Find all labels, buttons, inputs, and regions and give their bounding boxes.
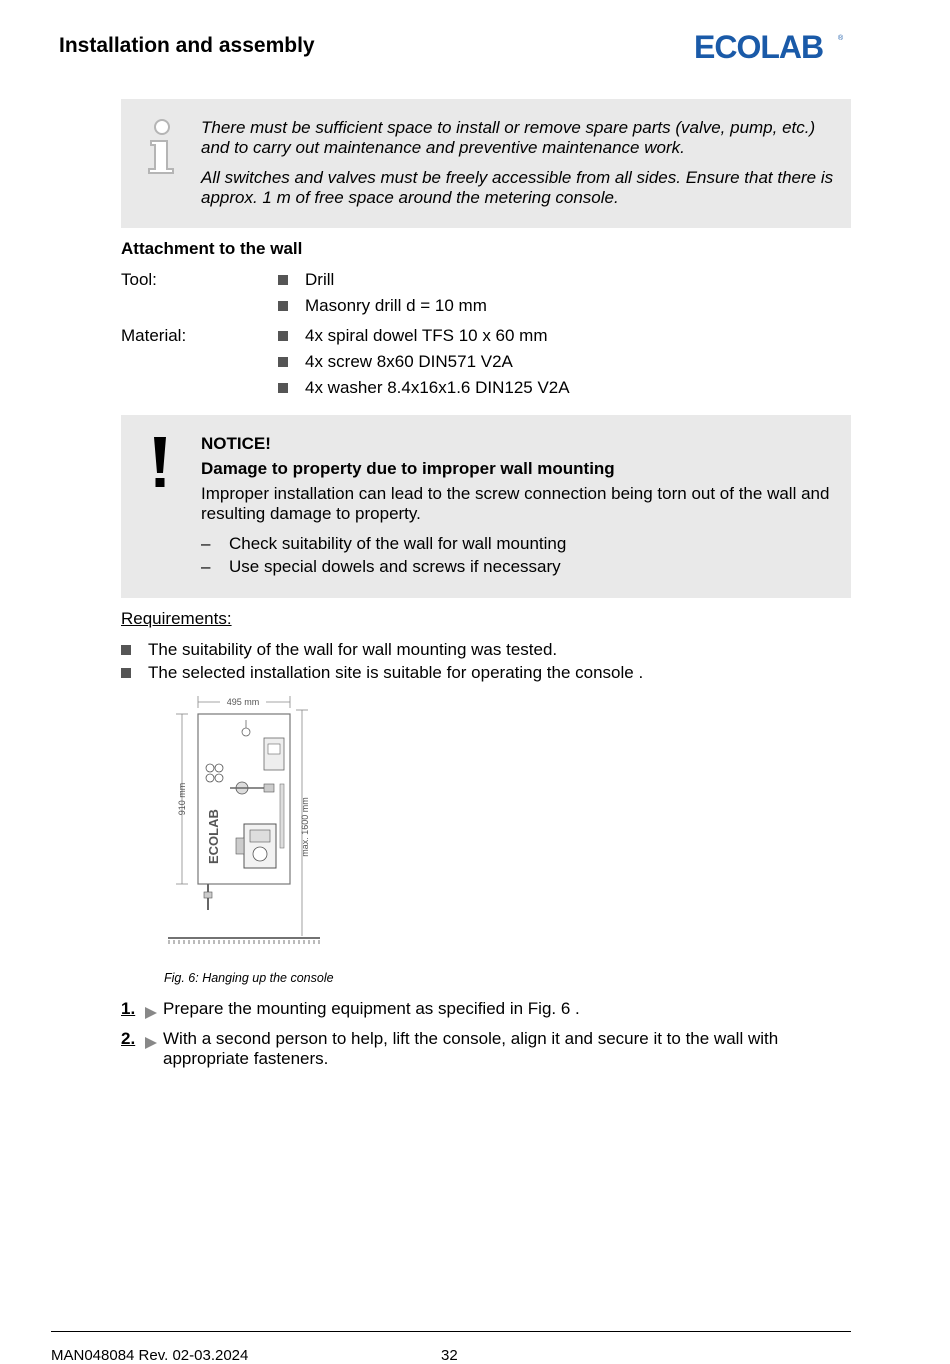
notice-box	[121, 415, 851, 598]
requirement-item: The suitability of the wall for wall mounting was tested.	[121, 640, 557, 660]
info-paragraph-1: There must be sufficient space to install or remove spare parts (valve, pump, etc.) and to carry out maintenance and preventive maintenance work.	[201, 118, 816, 157]
page-number: 32	[441, 1347, 458, 1364]
figure-dim-width: 495 mm	[226, 697, 260, 707]
step-number: 1.	[121, 999, 136, 1018]
svg-text:ECOLAB: ECOLAB	[694, 30, 824, 62]
notice-list-item: – Check suitability of the wall for wall mounting	[201, 534, 567, 553]
figure-logo: ECOLAB	[206, 809, 221, 864]
bullet-icon	[278, 275, 288, 285]
figure-caption: Fig. 6: Hanging up the console	[164, 971, 334, 985]
step-text: Prepare the mounting equipment as specified in Fig. 6 .	[163, 999, 580, 1018]
requirements-label: Requirements:	[121, 609, 232, 628]
bullet-icon	[278, 301, 288, 311]
page-header-title: Installation and assembly	[59, 34, 315, 57]
step-item	[121, 999, 851, 1019]
figure-dim-height: 910 mm	[177, 782, 187, 816]
console-figure	[164, 692, 368, 954]
step-arrow-icon	[145, 1037, 157, 1049]
footer-divider	[51, 1331, 851, 1332]
svg-text:®: ®	[838, 35, 844, 42]
info-paragraph-2: All switches and valves must be freely accessible from all sides. Ensure that there is approx. 1 m of free space around the metering console.	[201, 168, 834, 207]
material-item: 4x washer 8.4x16x1.6 DIN125 V2A	[278, 378, 570, 398]
section-heading: Attachment to the wall	[121, 239, 303, 258]
tool-label: Tool:	[121, 270, 157, 289]
info-box	[121, 99, 851, 228]
info-icon	[145, 119, 179, 175]
footer-doc-number: MAN048084 Rev. 02-03.2024	[51, 1347, 249, 1364]
bullet-icon	[121, 668, 131, 678]
tool-item: Drill	[278, 270, 334, 290]
bullet-icon	[121, 645, 131, 655]
step-item	[121, 1029, 851, 1069]
notice-list-item: – Use special dowels and screws if necessary	[201, 557, 561, 576]
material-item: 4x spiral dowel TFS 10 x 60 mm	[278, 326, 548, 346]
ecolab-logo	[694, 30, 844, 62]
notice-body: Improper installation can lead to the screw connection being torn out of the wall and resulting damage to property.	[201, 484, 830, 523]
step-number: 2.	[121, 1029, 136, 1048]
bullet-icon	[278, 357, 288, 367]
tool-item: Masonry drill d = 10 mm	[278, 296, 487, 316]
bullet-icon	[278, 383, 288, 393]
material-item: 4x screw 8x60 DIN571 V2A	[278, 352, 513, 372]
figure-dim-max: max. 1600 mm	[300, 797, 310, 857]
notice-title: NOTICE!	[201, 434, 271, 453]
exclamation-icon	[153, 437, 167, 489]
bullet-icon	[278, 331, 288, 341]
requirement-item: The selected installation site is suitable for operating the console .	[121, 663, 643, 683]
material-label: Material:	[121, 326, 187, 345]
step-text: With a second person to help, lift the console, align it and secure it to the wall with appropriate fasteners.	[163, 1029, 779, 1068]
notice-subtitle: Damage to property due to improper wall mounting	[201, 459, 615, 478]
step-arrow-icon	[145, 1007, 157, 1019]
